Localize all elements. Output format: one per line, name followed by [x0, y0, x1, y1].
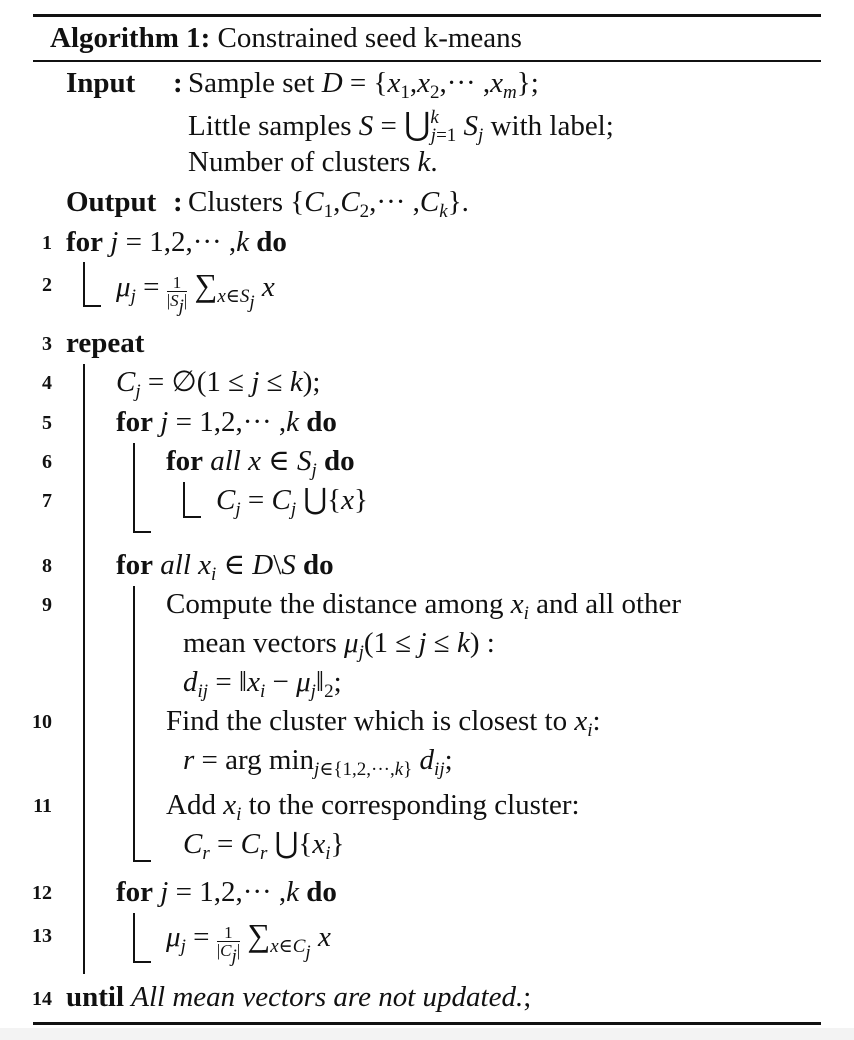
- step-11-formula: $C_r = C_r$ $⋃\{x_i\}$: [183, 828, 345, 864]
- step-4: $C_j$ = ∅(1 ≤ j ≤ k);: [116, 366, 321, 402]
- step-6: for all x ∈ $S_j$ do: [166, 445, 355, 481]
- step-3: repeat: [66, 327, 145, 359]
- input-line-2: Little samples S = ⋃$^k_{j=1}$ $S_j$ with label;: [188, 106, 614, 146]
- step-8: for all $x_i$ ∈ D\S do: [116, 549, 334, 585]
- line-number: 6: [42, 451, 52, 473]
- line-number: 14: [32, 988, 52, 1010]
- block-line: [183, 482, 185, 518]
- line-number: 7: [42, 490, 52, 512]
- step-14: until All mean vectors are not updated.;: [66, 981, 532, 1013]
- line-number: 2: [42, 274, 52, 296]
- step-9-formula: $d_{ij}$ = $‖x_i$ − $\mu_j‖_2$;: [183, 666, 342, 702]
- line-number: 1: [42, 232, 52, 254]
- bottom-rule: [33, 1022, 821, 1025]
- input-line-3: Number of clusters k.: [188, 146, 438, 178]
- input-line-1: Sample set $D = \{x_1,x_2,\cdot\cdot\cdot ,x_m\}$;: [188, 67, 539, 103]
- page-bottom-strip: [0, 1028, 854, 1040]
- line-number: 10: [32, 711, 52, 733]
- step-5: for j = 1,2,··· ,k do: [116, 406, 337, 438]
- step-2: $\mu_j$ = $\frac{1}{|S_j|}$ $\sum_{x\in S_j}$ x: [116, 267, 275, 317]
- caption-rule: [33, 60, 821, 62]
- step-7: $C_j = C_j$ ⋃{x}: [216, 484, 368, 520]
- line-number: 13: [32, 925, 52, 947]
- block-line: [133, 961, 151, 963]
- step-10: Find the cluster which is closest to $x_i$:: [166, 705, 601, 741]
- repeat-block-line: [83, 364, 85, 974]
- step-10-formula: r = arg $\min_{j\in\{1,2,\cdot\cdot\cdot,k\}} d_{ij}$;: [183, 744, 453, 780]
- block-line: [83, 305, 101, 307]
- step-9: Compute the distance among $x_i$ and all other: [166, 588, 682, 624]
- block-line: [83, 262, 85, 307]
- output-line: Clusters $\{C_1,C_2,\cdot\cdot\cdot ,C_k\}$.: [188, 186, 469, 222]
- output-keyword: Output: [66, 186, 157, 218]
- block-line: [133, 913, 135, 963]
- line-number: 4: [42, 372, 52, 394]
- input-colon: :: [173, 67, 183, 99]
- line-number: 12: [32, 882, 52, 904]
- block-line: [133, 531, 151, 533]
- step-11: Add $x_i$ to the corresponding cluster:: [166, 789, 580, 825]
- block-line: [133, 860, 151, 862]
- line-number: 5: [42, 412, 52, 434]
- algorithm-caption: [50, 21, 522, 55]
- block-line: [183, 516, 201, 518]
- step-13: $\mu_j$ = $\frac{1}{|C_j|}$ $\sum_{x\in C_j}$ x: [166, 917, 331, 967]
- line-number: 8: [42, 555, 52, 577]
- block-line: [133, 586, 135, 862]
- step-9-cont: mean vectors $\mu_j(1 \le j \le k)$ :: [183, 627, 495, 663]
- input-keyword: Input: [66, 67, 136, 99]
- top-rule: [33, 14, 821, 17]
- step-1: for j = 1,2,··· ,k do: [66, 226, 287, 258]
- line-number: 3: [42, 333, 52, 355]
- output-colon: :: [173, 186, 183, 218]
- step-12: for j = 1,2,··· ,k do: [116, 876, 337, 908]
- block-line: [133, 443, 135, 533]
- line-number: 9: [42, 594, 52, 616]
- line-number: 11: [33, 795, 52, 817]
- algorithm-label: Algorithm 1:: [50, 22, 211, 54]
- algorithm-title: Constrained seed k-means: [217, 22, 522, 54]
